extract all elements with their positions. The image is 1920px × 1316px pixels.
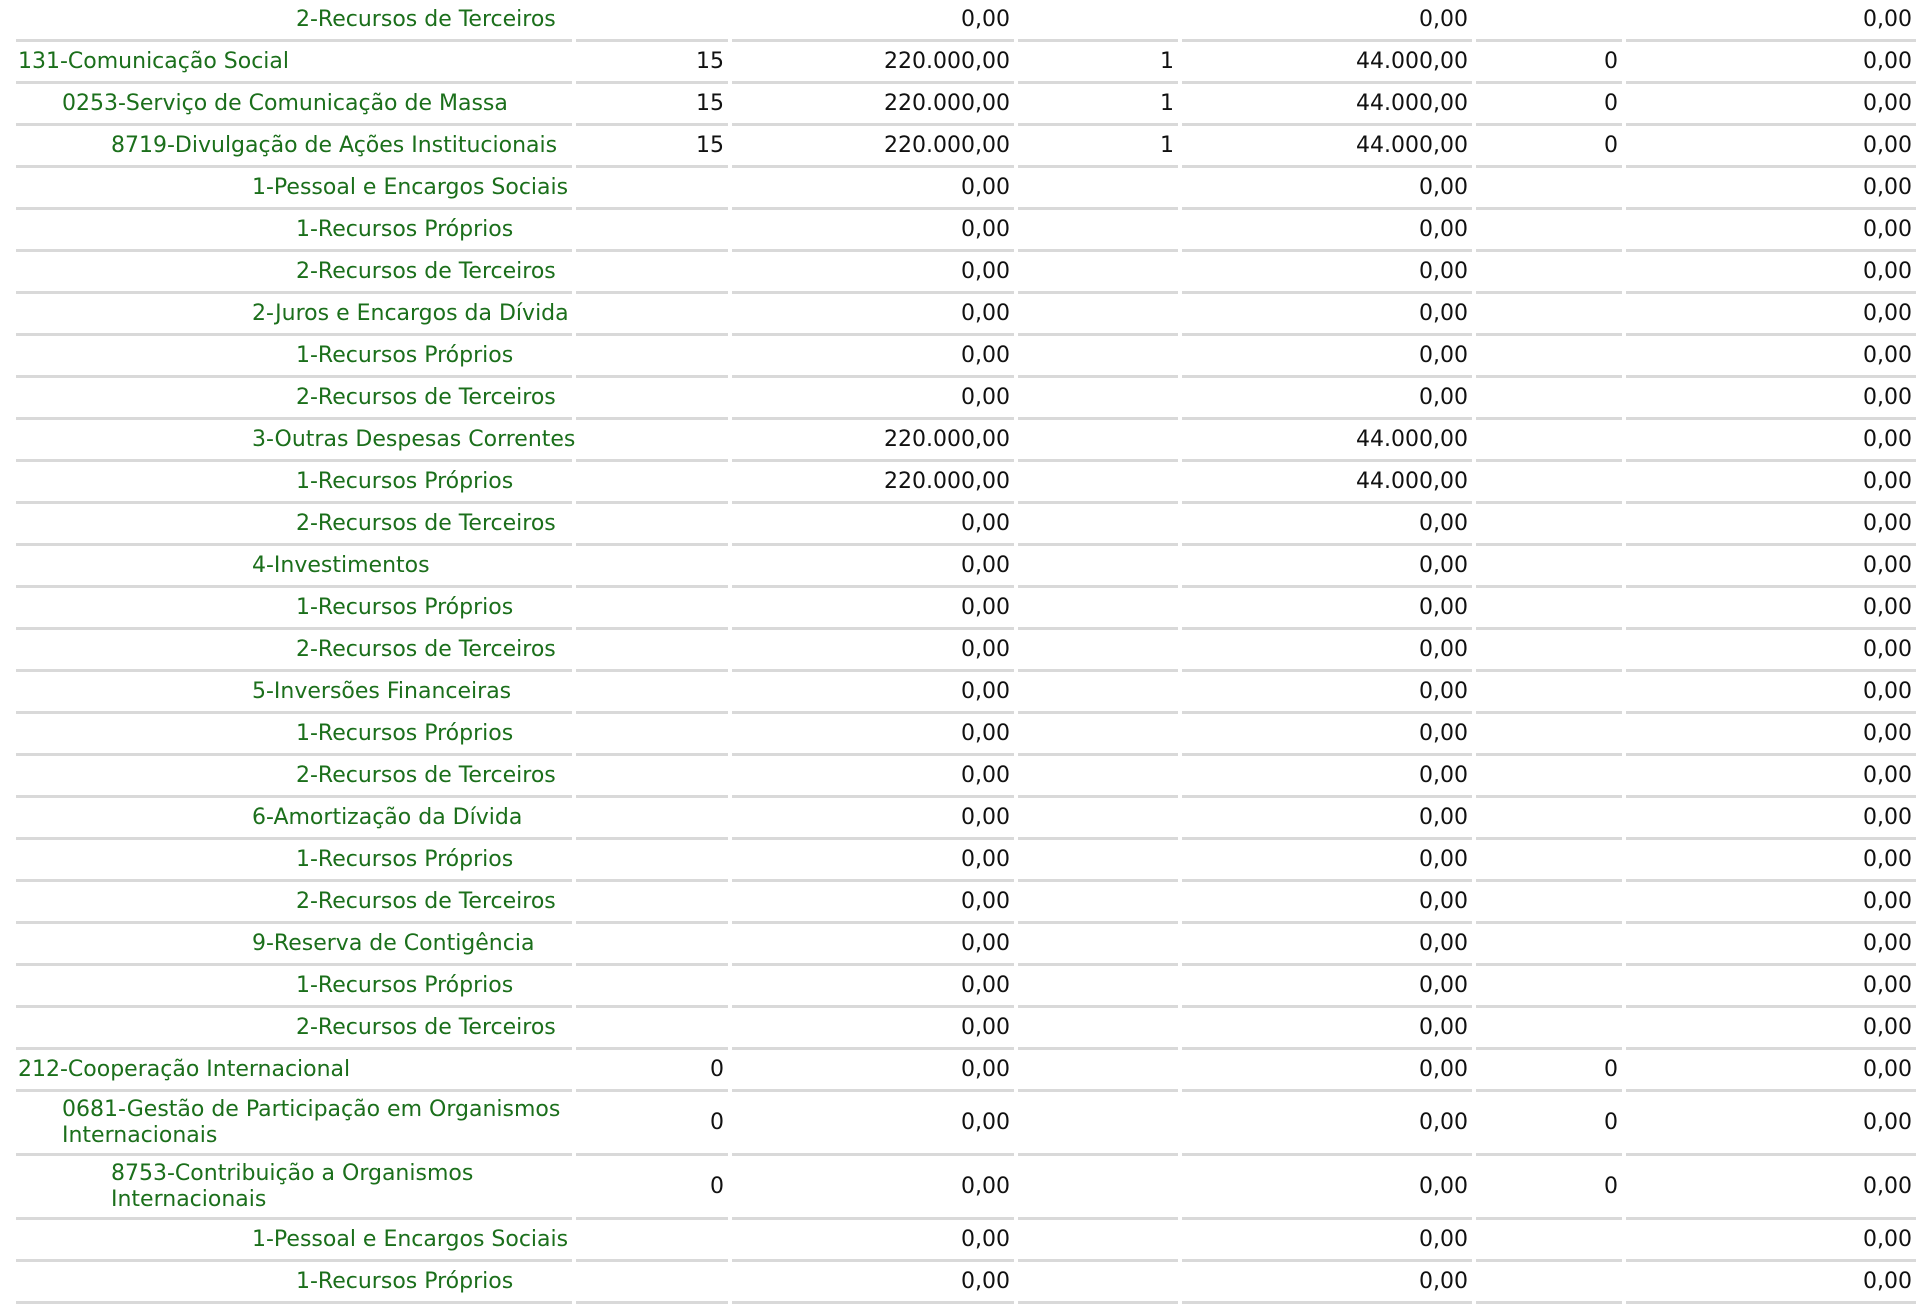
cell-c1 bbox=[576, 882, 728, 924]
cell-c6: 0,00 bbox=[1626, 1050, 1916, 1092]
cell-c3 bbox=[1018, 1156, 1178, 1220]
table-row bbox=[16, 1156, 1916, 1220]
cell-c1: 15 bbox=[576, 42, 728, 84]
table-row bbox=[16, 336, 1916, 378]
cell-c2: 0,00 bbox=[732, 1156, 1014, 1220]
row-label: 5-Inversões Financeiras bbox=[16, 672, 572, 714]
table-row bbox=[16, 252, 1916, 294]
cell-c5 bbox=[1476, 588, 1622, 630]
table-row bbox=[16, 126, 1916, 168]
cell-c6: 0,00 bbox=[1626, 546, 1916, 588]
cell-c5 bbox=[1476, 252, 1622, 294]
cell-c4: 0,00 bbox=[1182, 1156, 1472, 1220]
cell-c5 bbox=[1476, 1262, 1622, 1304]
cell-c1 bbox=[576, 0, 728, 42]
table-row bbox=[16, 546, 1916, 588]
cell-c4: 0,00 bbox=[1182, 210, 1472, 252]
cell-c1 bbox=[576, 420, 728, 462]
cell-c5: 0 bbox=[1476, 1092, 1622, 1156]
row-label: 3-Outras Despesas Correntes bbox=[16, 420, 572, 462]
cell-c6: 0,00 bbox=[1626, 840, 1916, 882]
cell-c5 bbox=[1476, 1008, 1622, 1050]
row-label: 9-Reserva de Contigência bbox=[16, 924, 572, 966]
cell-c2: 220.000,00 bbox=[732, 84, 1014, 126]
cell-c2: 0,00 bbox=[732, 588, 1014, 630]
cell-c1: 15 bbox=[576, 84, 728, 126]
cell-c3 bbox=[1018, 336, 1178, 378]
row-label: 2-Recursos de Terceiros bbox=[16, 378, 572, 420]
cell-c6: 0,00 bbox=[1626, 462, 1916, 504]
cell-c6: 0,00 bbox=[1626, 630, 1916, 672]
table-row bbox=[16, 924, 1916, 966]
table-row bbox=[16, 168, 1916, 210]
cell-c5: 0 bbox=[1476, 42, 1622, 84]
row-label: 0681-Gestão de Participação em Organismos Internacionais bbox=[16, 1092, 572, 1156]
row-label: 2-Recursos de Terceiros bbox=[16, 630, 572, 672]
table-row bbox=[16, 1092, 1916, 1156]
cell-c6: 0,00 bbox=[1626, 84, 1916, 126]
cell-c5 bbox=[1476, 1220, 1622, 1262]
cell-c5 bbox=[1476, 336, 1622, 378]
cell-c2: 0,00 bbox=[732, 546, 1014, 588]
cell-c4: 0,00 bbox=[1182, 1050, 1472, 1092]
cell-c6: 0,00 bbox=[1626, 336, 1916, 378]
cell-c6: 0,00 bbox=[1626, 882, 1916, 924]
cell-c3 bbox=[1018, 210, 1178, 252]
cell-c5 bbox=[1476, 546, 1622, 588]
row-label: 8719-Divulgação de Ações Institucionais bbox=[16, 126, 572, 168]
cell-c4: 0,00 bbox=[1182, 504, 1472, 546]
cell-c1 bbox=[576, 252, 728, 294]
cell-c4: 0,00 bbox=[1182, 588, 1472, 630]
cell-c2: 220.000,00 bbox=[732, 42, 1014, 84]
cell-c4: 0,00 bbox=[1182, 882, 1472, 924]
cell-c5 bbox=[1476, 924, 1622, 966]
cell-c1 bbox=[576, 378, 728, 420]
cell-c4: 0,00 bbox=[1182, 1008, 1472, 1050]
cell-c2: 0,00 bbox=[732, 882, 1014, 924]
cell-c4: 0,00 bbox=[1182, 336, 1472, 378]
cell-c5 bbox=[1476, 672, 1622, 714]
row-label: 2-Recursos de Terceiros bbox=[16, 1008, 572, 1050]
cell-c6: 0,00 bbox=[1626, 924, 1916, 966]
cell-c3 bbox=[1018, 798, 1178, 840]
cell-c6: 0,00 bbox=[1626, 42, 1916, 84]
cell-c4: 0,00 bbox=[1182, 0, 1472, 42]
cell-c2: 0,00 bbox=[732, 252, 1014, 294]
cell-c2: 0,00 bbox=[732, 1262, 1014, 1304]
cell-c3: 1 bbox=[1018, 42, 1178, 84]
cell-c2: 0,00 bbox=[732, 840, 1014, 882]
cell-c2: 0,00 bbox=[732, 798, 1014, 840]
cell-c3 bbox=[1018, 378, 1178, 420]
cell-c1: 0 bbox=[576, 1156, 728, 1220]
table-row bbox=[16, 798, 1916, 840]
cell-c2: 0,00 bbox=[732, 1008, 1014, 1050]
cell-c3 bbox=[1018, 1262, 1178, 1304]
cell-c2: 220.000,00 bbox=[732, 462, 1014, 504]
cell-c6: 0,00 bbox=[1626, 378, 1916, 420]
cell-c2: 0,00 bbox=[732, 924, 1014, 966]
cell-c6: 0,00 bbox=[1626, 504, 1916, 546]
row-label: 1-Pessoal e Encargos Sociais bbox=[16, 1220, 572, 1262]
cell-c6: 0,00 bbox=[1626, 798, 1916, 840]
table-row bbox=[16, 588, 1916, 630]
cell-c4: 0,00 bbox=[1182, 1262, 1472, 1304]
table-row bbox=[16, 1262, 1916, 1304]
cell-c3 bbox=[1018, 966, 1178, 1008]
cell-c6: 0,00 bbox=[1626, 1262, 1916, 1304]
table-row bbox=[16, 420, 1916, 462]
cell-c1 bbox=[576, 798, 728, 840]
cell-c4: 0,00 bbox=[1182, 672, 1472, 714]
table-row bbox=[16, 84, 1916, 126]
cell-c1 bbox=[576, 756, 728, 798]
cell-c2: 0,00 bbox=[732, 0, 1014, 42]
table-row bbox=[16, 630, 1916, 672]
cell-c3 bbox=[1018, 714, 1178, 756]
cell-c6: 0,00 bbox=[1626, 588, 1916, 630]
table-row bbox=[16, 672, 1916, 714]
cell-c3: 1 bbox=[1018, 126, 1178, 168]
cell-c5 bbox=[1476, 882, 1622, 924]
cell-c5 bbox=[1476, 462, 1622, 504]
cell-c6: 0,00 bbox=[1626, 252, 1916, 294]
cell-c2: 0,00 bbox=[732, 378, 1014, 420]
table-row bbox=[16, 294, 1916, 336]
cell-c6: 0,00 bbox=[1626, 714, 1916, 756]
table-row bbox=[16, 966, 1916, 1008]
cell-c1 bbox=[576, 672, 728, 714]
row-label: 8753-Contribuição a Organismos Internacionais bbox=[16, 1156, 572, 1220]
cell-c2: 0,00 bbox=[732, 336, 1014, 378]
cell-c6: 0,00 bbox=[1626, 420, 1916, 462]
cell-c6: 0,00 bbox=[1626, 210, 1916, 252]
cell-c3 bbox=[1018, 168, 1178, 210]
cell-c2: 0,00 bbox=[732, 966, 1014, 1008]
cell-c3 bbox=[1018, 840, 1178, 882]
cell-c2: 0,00 bbox=[732, 756, 1014, 798]
table-row bbox=[16, 1008, 1916, 1050]
cell-c4: 0,00 bbox=[1182, 798, 1472, 840]
table-row bbox=[16, 1220, 1916, 1262]
cell-c3 bbox=[1018, 1050, 1178, 1092]
cell-c1 bbox=[576, 924, 728, 966]
table-row bbox=[16, 378, 1916, 420]
table-row bbox=[16, 210, 1916, 252]
table-row bbox=[16, 462, 1916, 504]
table-row bbox=[16, 504, 1916, 546]
row-label: 1-Recursos Próprios bbox=[16, 336, 572, 378]
cell-c4: 0,00 bbox=[1182, 252, 1472, 294]
cell-c4: 0,00 bbox=[1182, 294, 1472, 336]
cell-c5 bbox=[1476, 966, 1622, 1008]
row-label: 1-Recursos Próprios bbox=[16, 462, 572, 504]
row-label: 131-Comunicação Social bbox=[16, 42, 572, 84]
cell-c1 bbox=[576, 462, 728, 504]
cell-c1 bbox=[576, 504, 728, 546]
cell-c1 bbox=[576, 336, 728, 378]
cell-c2: 0,00 bbox=[732, 168, 1014, 210]
table-row bbox=[16, 42, 1916, 84]
row-label: 6-Amortização da Dívida bbox=[16, 798, 572, 840]
cell-c3 bbox=[1018, 0, 1178, 42]
table-row bbox=[16, 840, 1916, 882]
cell-c6: 0,00 bbox=[1626, 0, 1916, 42]
cell-c3 bbox=[1018, 420, 1178, 462]
cell-c6: 0,00 bbox=[1626, 966, 1916, 1008]
cell-c5 bbox=[1476, 294, 1622, 336]
cell-c1 bbox=[576, 168, 728, 210]
cell-c4: 0,00 bbox=[1182, 924, 1472, 966]
row-label: 0253-Serviço de Comunicação de Massa bbox=[16, 84, 572, 126]
cell-c1 bbox=[576, 294, 728, 336]
cell-c5: 0 bbox=[1476, 84, 1622, 126]
cell-c4: 0,00 bbox=[1182, 1220, 1472, 1262]
row-label: 1-Recursos Próprios bbox=[16, 714, 572, 756]
cell-c5: 0 bbox=[1476, 1156, 1622, 1220]
cell-c1 bbox=[576, 1220, 728, 1262]
cell-c5 bbox=[1476, 798, 1622, 840]
cell-c5 bbox=[1476, 0, 1622, 42]
cell-c5: 0 bbox=[1476, 1050, 1622, 1092]
cell-c1: 15 bbox=[576, 126, 728, 168]
row-label: 1-Recursos Próprios bbox=[16, 840, 572, 882]
cell-c4: 44.000,00 bbox=[1182, 462, 1472, 504]
cell-c1 bbox=[576, 714, 728, 756]
cell-c3 bbox=[1018, 588, 1178, 630]
cell-c4: 0,00 bbox=[1182, 378, 1472, 420]
cell-c6: 0,00 bbox=[1626, 126, 1916, 168]
cell-c2: 220.000,00 bbox=[732, 126, 1014, 168]
cell-c4: 0,00 bbox=[1182, 1092, 1472, 1156]
cell-c6: 0,00 bbox=[1626, 294, 1916, 336]
cell-c6: 0,00 bbox=[1626, 1156, 1916, 1220]
cell-c3 bbox=[1018, 504, 1178, 546]
row-label: 2-Recursos de Terceiros bbox=[16, 252, 572, 294]
cell-c6: 0,00 bbox=[1626, 1092, 1916, 1156]
cell-c3 bbox=[1018, 756, 1178, 798]
cell-c5 bbox=[1476, 840, 1622, 882]
cell-c2: 0,00 bbox=[732, 1220, 1014, 1262]
cell-c4: 0,00 bbox=[1182, 630, 1472, 672]
cell-c5 bbox=[1476, 630, 1622, 672]
row-label: 1-Recursos Próprios bbox=[16, 588, 572, 630]
row-label: 1-Recursos Próprios bbox=[16, 210, 572, 252]
cell-c1 bbox=[576, 1008, 728, 1050]
budget-table bbox=[12, 0, 1920, 1304]
cell-c5: 0 bbox=[1476, 126, 1622, 168]
cell-c2: 0,00 bbox=[732, 672, 1014, 714]
table-row bbox=[16, 756, 1916, 798]
cell-c4: 0,00 bbox=[1182, 966, 1472, 1008]
cell-c3 bbox=[1018, 252, 1178, 294]
cell-c4: 0,00 bbox=[1182, 840, 1472, 882]
cell-c6: 0,00 bbox=[1626, 1008, 1916, 1050]
cell-c5 bbox=[1476, 378, 1622, 420]
cell-c1 bbox=[576, 966, 728, 1008]
cell-c5 bbox=[1476, 420, 1622, 462]
table-row bbox=[16, 0, 1916, 42]
cell-c2: 0,00 bbox=[732, 294, 1014, 336]
cell-c3 bbox=[1018, 1220, 1178, 1262]
cell-c4: 44.000,00 bbox=[1182, 84, 1472, 126]
cell-c4: 44.000,00 bbox=[1182, 420, 1472, 462]
cell-c4: 0,00 bbox=[1182, 168, 1472, 210]
cell-c1: 0 bbox=[576, 1092, 728, 1156]
cell-c3 bbox=[1018, 294, 1178, 336]
cell-c2: 0,00 bbox=[732, 1050, 1014, 1092]
cell-c2: 0,00 bbox=[732, 630, 1014, 672]
row-label: 2-Recursos de Terceiros bbox=[16, 882, 572, 924]
cell-c3 bbox=[1018, 462, 1178, 504]
table-row bbox=[16, 882, 1916, 924]
row-label: 2-Recursos de Terceiros bbox=[16, 0, 572, 42]
cell-c5 bbox=[1476, 168, 1622, 210]
cell-c4: 0,00 bbox=[1182, 546, 1472, 588]
cell-c6: 0,00 bbox=[1626, 672, 1916, 714]
cell-c5 bbox=[1476, 210, 1622, 252]
cell-c2: 0,00 bbox=[732, 1092, 1014, 1156]
cell-c4: 0,00 bbox=[1182, 756, 1472, 798]
row-label: 2-Recursos de Terceiros bbox=[16, 756, 572, 798]
row-label: 1-Recursos Próprios bbox=[16, 1262, 572, 1304]
row-label: 1-Pessoal e Encargos Sociais bbox=[16, 168, 572, 210]
cell-c3 bbox=[1018, 546, 1178, 588]
cell-c3 bbox=[1018, 1092, 1178, 1156]
cell-c2: 220.000,00 bbox=[732, 420, 1014, 462]
cell-c1 bbox=[576, 210, 728, 252]
cell-c2: 0,00 bbox=[732, 504, 1014, 546]
cell-c6: 0,00 bbox=[1626, 168, 1916, 210]
cell-c3 bbox=[1018, 1008, 1178, 1050]
cell-c3 bbox=[1018, 630, 1178, 672]
row-label: 212-Cooperação Internacional bbox=[16, 1050, 572, 1092]
row-label: 2-Recursos de Terceiros bbox=[16, 504, 572, 546]
cell-c6: 0,00 bbox=[1626, 1220, 1916, 1262]
cell-c3 bbox=[1018, 924, 1178, 966]
cell-c6: 0,00 bbox=[1626, 756, 1916, 798]
cell-c4: 44.000,00 bbox=[1182, 126, 1472, 168]
cell-c3 bbox=[1018, 672, 1178, 714]
row-label: 2-Juros e Encargos da Dívida bbox=[16, 294, 572, 336]
cell-c4: 44.000,00 bbox=[1182, 42, 1472, 84]
table-row bbox=[16, 1050, 1916, 1092]
cell-c5 bbox=[1476, 714, 1622, 756]
cell-c5 bbox=[1476, 756, 1622, 798]
row-label: 1-Recursos Próprios bbox=[16, 966, 572, 1008]
row-label: 4-Investimentos bbox=[16, 546, 572, 588]
cell-c1 bbox=[576, 546, 728, 588]
cell-c1 bbox=[576, 840, 728, 882]
cell-c1 bbox=[576, 630, 728, 672]
cell-c2: 0,00 bbox=[732, 210, 1014, 252]
cell-c1 bbox=[576, 1262, 728, 1304]
cell-c5 bbox=[1476, 504, 1622, 546]
cell-c3: 1 bbox=[1018, 84, 1178, 126]
table-row bbox=[16, 714, 1916, 756]
cell-c1: 0 bbox=[576, 1050, 728, 1092]
cell-c2: 0,00 bbox=[732, 714, 1014, 756]
cell-c4: 0,00 bbox=[1182, 714, 1472, 756]
cell-c1 bbox=[576, 588, 728, 630]
cell-c3 bbox=[1018, 882, 1178, 924]
